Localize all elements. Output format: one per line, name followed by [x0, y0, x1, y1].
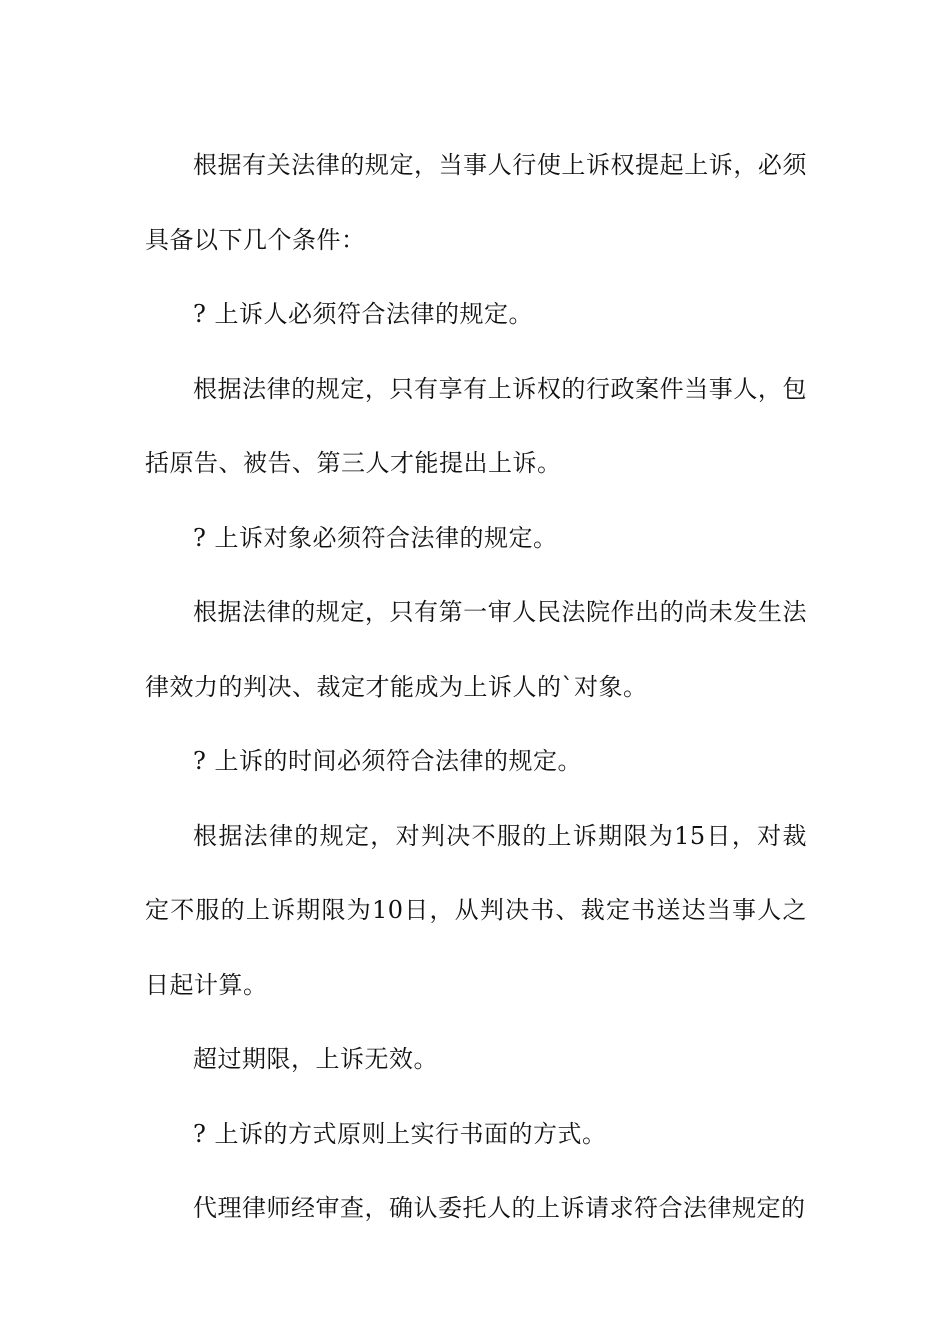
paragraph-appeal-object-detail: 根据法律的规定，只有第一审人民法院作出的尚未发生法律效力的判决、裁定才能成为上诉人的`对象。 [145, 598, 807, 701]
paragraph-appeal-time-detail: 根据法律的规定，对判决不服的上诉期限为15日，对裁定不服的上诉期限为10日，从判决书、裁定书送达当事人之日起计算。 [145, 821, 807, 999]
paragraph-appeal-expiry: 超过期限，上诉无效。 [193, 1045, 438, 1073]
paragraph-appellant-detail: 根据法律的规定，只有享有上诉权的行政案件当事人，包括原告、被告、第三人才能提出上诉。 [145, 374, 807, 477]
paragraph-appeal-object-heading: ? 上诉对象必须符合法律的规定。 [193, 523, 558, 552]
paragraph-appellant-heading: ? 上诉人必须符合法律的规定。 [193, 300, 533, 328]
paragraph-appeal-time-heading: ? 上诉的时间必须符合法律的规定。 [193, 747, 582, 775]
document-body [145, 128, 807, 1246]
paragraph-lawyer-review: 代理律师经审查，确认委托人的上诉请求符合法律规定的 [193, 1194, 806, 1222]
paragraph-appeal-conditions-intro: 根据有关法律的规定，当事人行使上诉权提起上诉，必须具备以下几个条件： [145, 151, 807, 254]
paragraph-appeal-method-heading: ? 上诉的方式原则上实行书面的方式。 [193, 1119, 607, 1148]
